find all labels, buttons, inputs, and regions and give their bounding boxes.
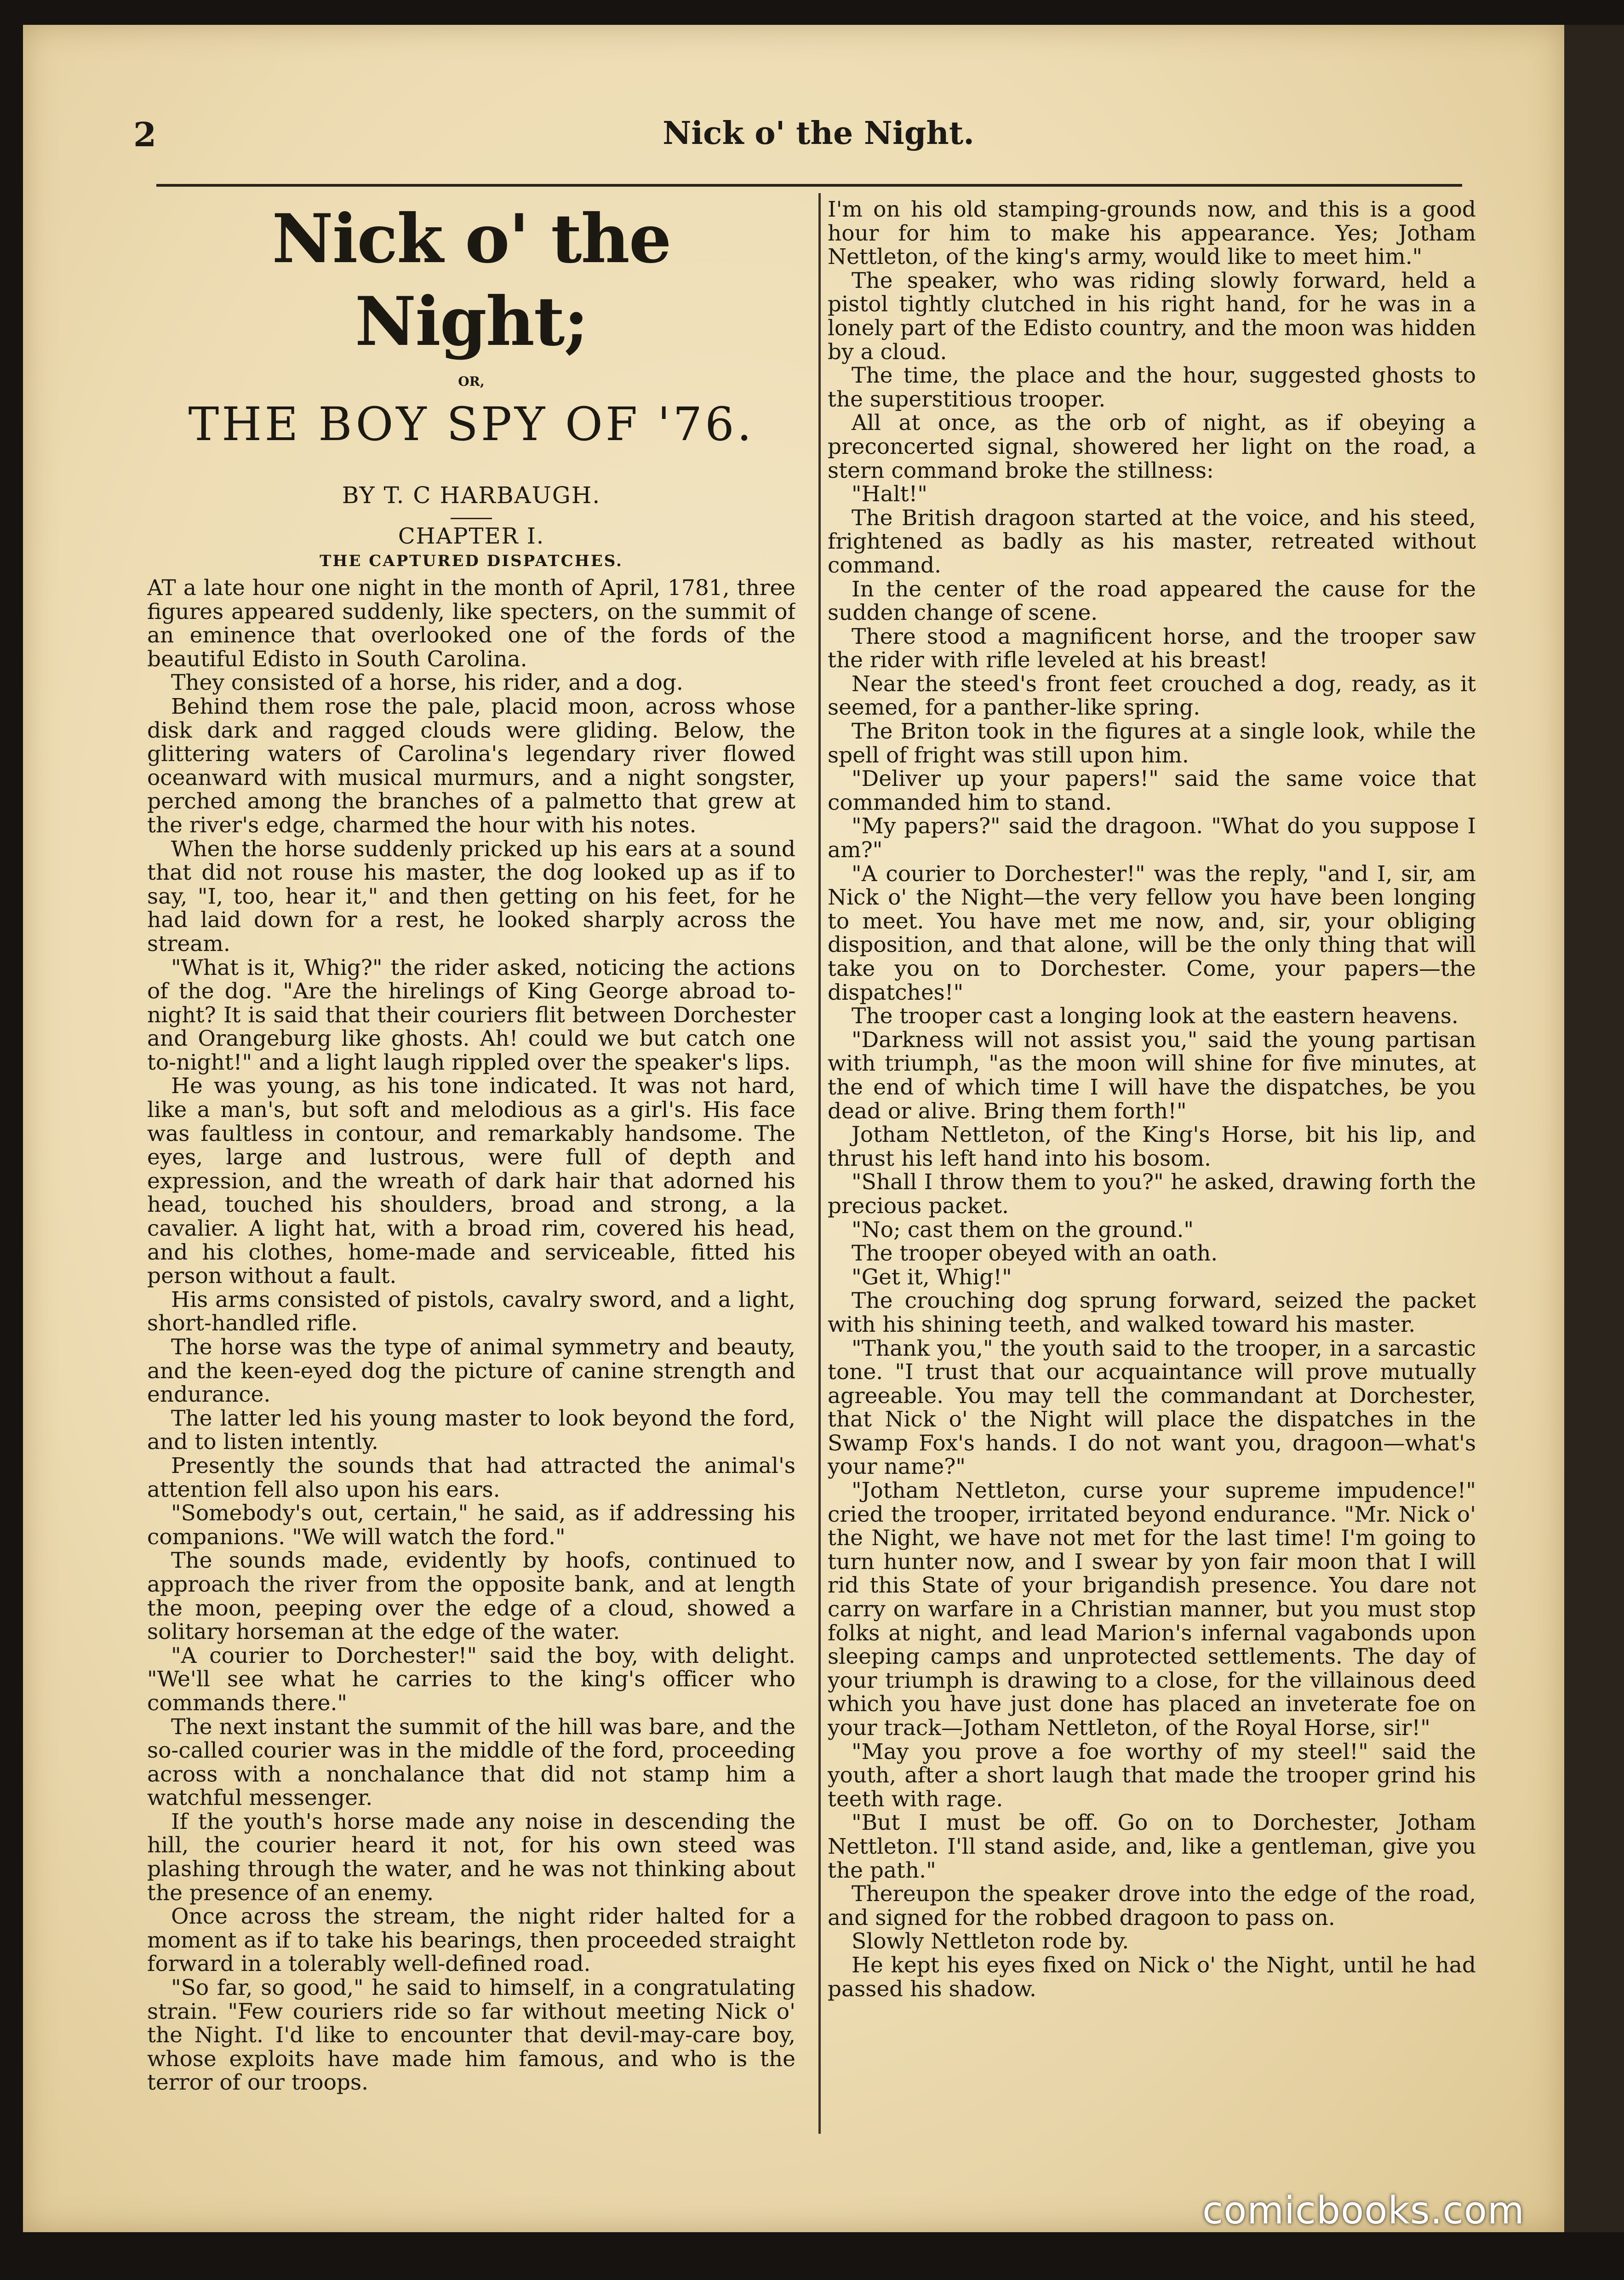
paragraph: The crouching dog sprung forward, seized the packet with his shining teeth, and walked toward his master.	[828, 1288, 1476, 1337]
paragraph: The time, the place and the hour, suggested ghosts to the superstitious trooper.	[828, 363, 1476, 412]
paragraph: He was young, as his tone indicated. It was not hard, like a man's, but soft and melodious as a girl's. His face was faultless in contour, and remarkably handsome. The eyes, large and lustrous, were full of depth and expression, and the wreath of dark hair that adorned his head, touched his shoulders, broad and strong, a la cavalier. A light hat, with a broad rim, covered his head, and his clothes, home-made and serviceable, fitted his person without a fault.	[147, 1073, 795, 1289]
column-divider	[818, 193, 821, 2134]
paragraph: All at once, as the orb of night, as if obeying a preconcerted signal, showered her light on the road, a stern command broke the stillness:	[828, 410, 1476, 483]
paragraph: "Get it, Whig!"	[852, 1264, 1012, 1290]
page-number: 2	[133, 115, 157, 154]
paragraph: There stood a magnificent horse, and the trooper saw the rider with rifle leveled at his breast!	[828, 624, 1476, 673]
paragraph: "A courier to Dorchester!" said the boy, with delight. "We'll see what he carries to the king's officer who commands there."	[147, 1643, 795, 1716]
paragraph: "Shall I throw them to you?" he asked, drawing forth the precious packet.	[828, 1169, 1476, 1219]
byline: BY T. C HARBAUGH.	[342, 482, 601, 509]
left-column	[147, 198, 795, 2148]
paragraph: The trooper cast a longing look at the eastern heavens.	[852, 1003, 1458, 1029]
paragraph: The Briton took in the figures at a single look, while the spell of fright was still upon him.	[828, 719, 1476, 768]
paragraph: His arms consisted of pistols, cavalry sword, and a light, short-handled rifle.	[147, 1287, 795, 1336]
running-title: Nick o' the Night.	[663, 115, 974, 152]
paragraph: Presently the sounds that had attracted the animal's attention fell also upon his ears.	[147, 1453, 795, 1502]
paragraph: The horse was the type of animal symmetry and beauty, and the keen-eyed dog the picture of canine strength and endurance.	[147, 1335, 795, 1408]
left-column-body	[147, 576, 795, 2095]
paragraph: AT a late hour one night in the month of April, 1781, three figures appeared suddenly, like specters, on the summit of an eminence that overlooked one of the fords of the beautiful Edisto in South Carolina.	[147, 575, 795, 672]
header-rule	[156, 184, 1462, 187]
paragraph: Near the steed's front feet crouched a dog, ready, as it seemed, for a panther-like spring.	[828, 671, 1476, 721]
paragraph: "Somebody's out, certain," he said, as if addressing his companions. "We will watch the ford."	[147, 1501, 795, 1550]
page-edge	[1564, 25, 1624, 2232]
paragraph: They consisted of a horse, his rider, and a dog.	[171, 670, 683, 696]
paragraph: "Halt!"	[852, 481, 928, 507]
paragraph: Behind them rose the pale, placid moon, across whose disk dark and ragged clouds were gliding. Below, the glittering waters of Carolina's legendary river flowed oceanward with musical murmurs, and a night songster, perched among the branches of a palmetto that grew at the river's edge, charmed the hour with his notes.	[147, 693, 795, 838]
paragraph: "Deliver up your papers!" said the same voice that commanded him to stand.	[828, 766, 1476, 815]
paragraph: The next instant the summit of the hill was bare, and the so-called courier was in the middle of the ford, proceeding across with a nonchalance that did not stamp him a watchful messenger.	[147, 1714, 795, 1811]
chapter-heading: CHAPTER I.	[398, 523, 545, 549]
paragraph: The trooper obeyed with an oath.	[852, 1241, 1218, 1266]
paragraph: The latter led his young master to look beyond the ford, and to listen intently.	[147, 1405, 795, 1455]
paragraph: Jotham Nettleton, of the King's Horse, bit his lip, and thrust his left hand into his bosom.	[828, 1122, 1476, 1171]
paragraph: "May you prove a foe worthy of my steel!" said the youth, after a short laugh that made the trooper grind his teeth with rage.	[828, 1739, 1476, 1812]
paragraph: I'm on his old stamping-grounds now, and this is a good hour for him to make his appearance. Yes; Jotham Nettleton, of the king's army, would like to meet him."	[828, 198, 1476, 270]
paragraph: "Darkness will not assist you," said the young partisan with triumph, "as the moon will shine for five minutes, at the end of which time I will have the dispatches, be you dead or alive. Bring them forth!"	[828, 1027, 1476, 1124]
story-or: OR,	[458, 374, 485, 389]
paragraph: The speaker, who was riding slowly forward, held a pistol tightly clutched in his right hand, for he was in a lonely part of the Edisto country, and the moon was hidden by a cloud.	[828, 268, 1476, 365]
story-title: Nick o' the Night;	[272, 200, 671, 361]
paragraph: "Thank you," the youth said to the trooper, in a sarcastic tone. "I trust that our acquaintance will prove mutually agreeable. You may tell the commandant at Dorchester, that Nick o' the Night will place the dispatches in the Swamp Fox's hands. I do not want you, dragoon—what's your name?"	[828, 1335, 1476, 1480]
paragraph: "A courier to Dorchester!" was the reply, "and I, sir, am Nick o' the Night—the very fellow you have been longing to meet. You have met me now, and, sir, your obliging disposition, and that alone, will be the only thing that will take you on to Dorchester. Come, your papers—the dispatches!"	[828, 861, 1476, 1005]
right-column	[828, 198, 1476, 2148]
story-subtitle: THE BOY SPY OF '76.	[188, 397, 755, 451]
paragraph: If the youth's horse made any noise in descending the hill, the courier heard it not, for his own steed was plashing through the water, and he was not thinking about the presence of an enemy.	[147, 1809, 795, 1906]
paragraph: In the center of the road appeared the cause for the sudden change of scene.	[828, 576, 1476, 626]
paragraph: "My papers?" said the dragoon. "What do you suppose I am?"	[828, 813, 1476, 863]
paragraph: "Jotham Nettleton, curse your supreme impudence!" cried the trooper, irritated beyond endurance. "Mr. Nick o' the Night, we have not met for the last time! I'm going to turn hunter now, and I swear by yon fair moon that I will rid this State of your brigandish presence. You dare not carry on warfare in a Christian manner, but you must stop folks at night, and lead Marion's infernal vagabonds upon sleeping camps and unprotected settlements. The day of your triumph is drawing to a close, for the villainous deed which you have just done has placed an inveterate foe on your track—Jotham Nettleton, of the Royal Horse, sir!"	[828, 1478, 1476, 1741]
paragraph: Slowly Nettleton rode by.	[852, 1929, 1129, 1954]
paragraph: He kept his eyes fixed on Nick o' the Night, until he had passed his shadow.	[828, 1952, 1476, 2002]
paragraph: Once across the stream, the night rider halted for a moment as if to take his bearings, then proceeded straight forward in a tolerably well-defined road.	[147, 1904, 795, 1977]
paragraph: The British dragoon started at the voice, and his steed, frightened as badly as his master, retreated without command.	[828, 505, 1476, 578]
paragraph: "So far, so good," he said to himself, in a congratulating strain. "Few couriers ride so far without meeting Nick o' the Night. I'd like to encounter that devil-may-care boy, whose exploits have made him famous, and who is the terror of our troops.	[147, 1975, 795, 2096]
paragraph: "No; cast them on the ground."	[852, 1217, 1194, 1243]
paragraph: Thereupon the speaker drove into the edge of the road, and signed for the robbed dragoon to pass on.	[828, 1881, 1476, 1931]
watermark-text: comicbooks.com	[1202, 2189, 1525, 2233]
paragraph: "But I must be off. Go on to Dorchester, Jotham Nettleton. I'll stand aside, and, like a gentleman, give you the path."	[828, 1810, 1476, 1883]
chapter-title: THE CAPTURED DISPATCHES.	[320, 552, 623, 570]
paragraph: "What is it, Whig?" the rider asked, noticing the actions of the dog. "Are the hirelings of King George abroad to-night? It is said that their couriers flit between Dorchester and Orangeburg like ghosts. Ah! could we but catch one to-night!" and a light laugh rippled over the speaker's lips.	[147, 955, 795, 1075]
paragraph: The sounds made, evidently by hoofs, continued to approach the river from the opposite bank, and at length the moon, peeping over the edge of a cloud, showed a solitary horseman at the edge of the water.	[147, 1548, 795, 1645]
paragraph: When the horse suddenly pricked up his ears at a sound that did not rouse his master, the dog looked up as if to say, "I, too, hear it," and then getting on his feet, for he had laid down for a rest, he looked sharply across the stream.	[147, 836, 795, 957]
byline-rule	[451, 518, 492, 519]
